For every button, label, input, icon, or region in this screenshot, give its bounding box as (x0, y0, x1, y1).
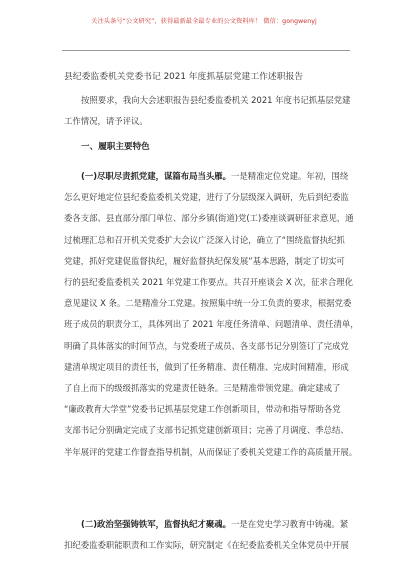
paragraph-line: 扣纪委监委职能职责和工作实际，研究制定《在纪委监委机关全体党员中开展 (64, 540, 349, 551)
paragraph-line: 班子成员的职责分工，具体列出了 2021 年度任务清单、问题清单、责任清单， (64, 319, 359, 330)
paragraph-lead: (一)尽职尽责抓党建，谋篇布局当头雁。 (81, 171, 232, 181)
paragraph-line: 过梳理汇总和召开机关党委扩大会议广泛深入讨论，确立了“围绕监督执纪抓 (64, 234, 345, 245)
paragraph-line: 支部书记分别确定完成了支部书记抓党建创新项目；完善了月调度、季总结、 (64, 425, 349, 436)
paragraph-line: 意见建议 X 条。二是精准分工党建。按照集中统一分工负责的要求，根据党委 (64, 298, 352, 309)
header-divider (62, 50, 350, 51)
paragraph-line: 行的县纪委监委机关 2021 年党建工作要点。共召开座谈会 X 次，征求合理化 (64, 277, 353, 288)
paragraph-line: 明确了具体落实的时间节点，与党委班子成员、各支部书记分别签订了完成党 (64, 340, 349, 351)
paragraph-lead: (二)政治坚强铸铁军，监督执纪才聚魂。 (81, 519, 232, 529)
paragraph-line: 半年展评的党建工作督查指导机制，从而保证了委机关党建工作的高质量开展。 (64, 446, 358, 457)
intro-line-2: 工作情况，请予评议。 (64, 116, 148, 127)
paragraph-line: 了自上而下的级级抓落实的党建责任链条。三是精准带领党建。确定建成了 (64, 383, 341, 394)
paragraph-line: 委各支部、县直部分部门单位、部分乡镇(街道)党(工)委座谈调研征求意见，通 (64, 213, 354, 224)
paragraph-political (64, 514, 350, 556)
paragraph-party-building (64, 166, 359, 463)
paragraph-first-line: (一)尽职尽责抓党建，谋篇布局当头雁。一是精准定位党建。年初，围绕 (81, 171, 349, 181)
intro-line-1: 按照要求，我向大会述职报告县纪委监委机关 2021 年度书记抓基层党建 (81, 95, 351, 105)
paragraph-line: 建清单规定项目的责任书，做到了任务精准、责任精准、完成时间精准，形成 (64, 361, 349, 372)
paragraph-first-line: (二)政治坚强铸铁军，监督执纪才聚魂。一是在党史学习教育中铸魂。紧 (81, 519, 349, 529)
paragraph-line: 怎么更好地定位县纪委监委机关党建，进行了分层级深入调研，先后到纪委监 (64, 192, 349, 203)
header-banner: 关注头条号“公文研究”，获得最新最全最专业的公文资料库！ 微信：gongwenyj (91, 18, 317, 25)
paragraph-line: 党建，抓好党建促监督执纪，履好监督执纪保发展”基本思路，制定了切实可 (64, 255, 345, 266)
section-heading: 一、履职主要特色 (81, 142, 150, 152)
paragraph-line: “廉政教育大学堂”党委书记抓基层党建工作创新项目，带动和指导帮助各党 (64, 404, 341, 415)
document-title: 县纪委监委机关党委书记 2021 年度抓基层党建工作述职报告 (64, 72, 304, 82)
intro-paragraph (64, 90, 350, 132)
